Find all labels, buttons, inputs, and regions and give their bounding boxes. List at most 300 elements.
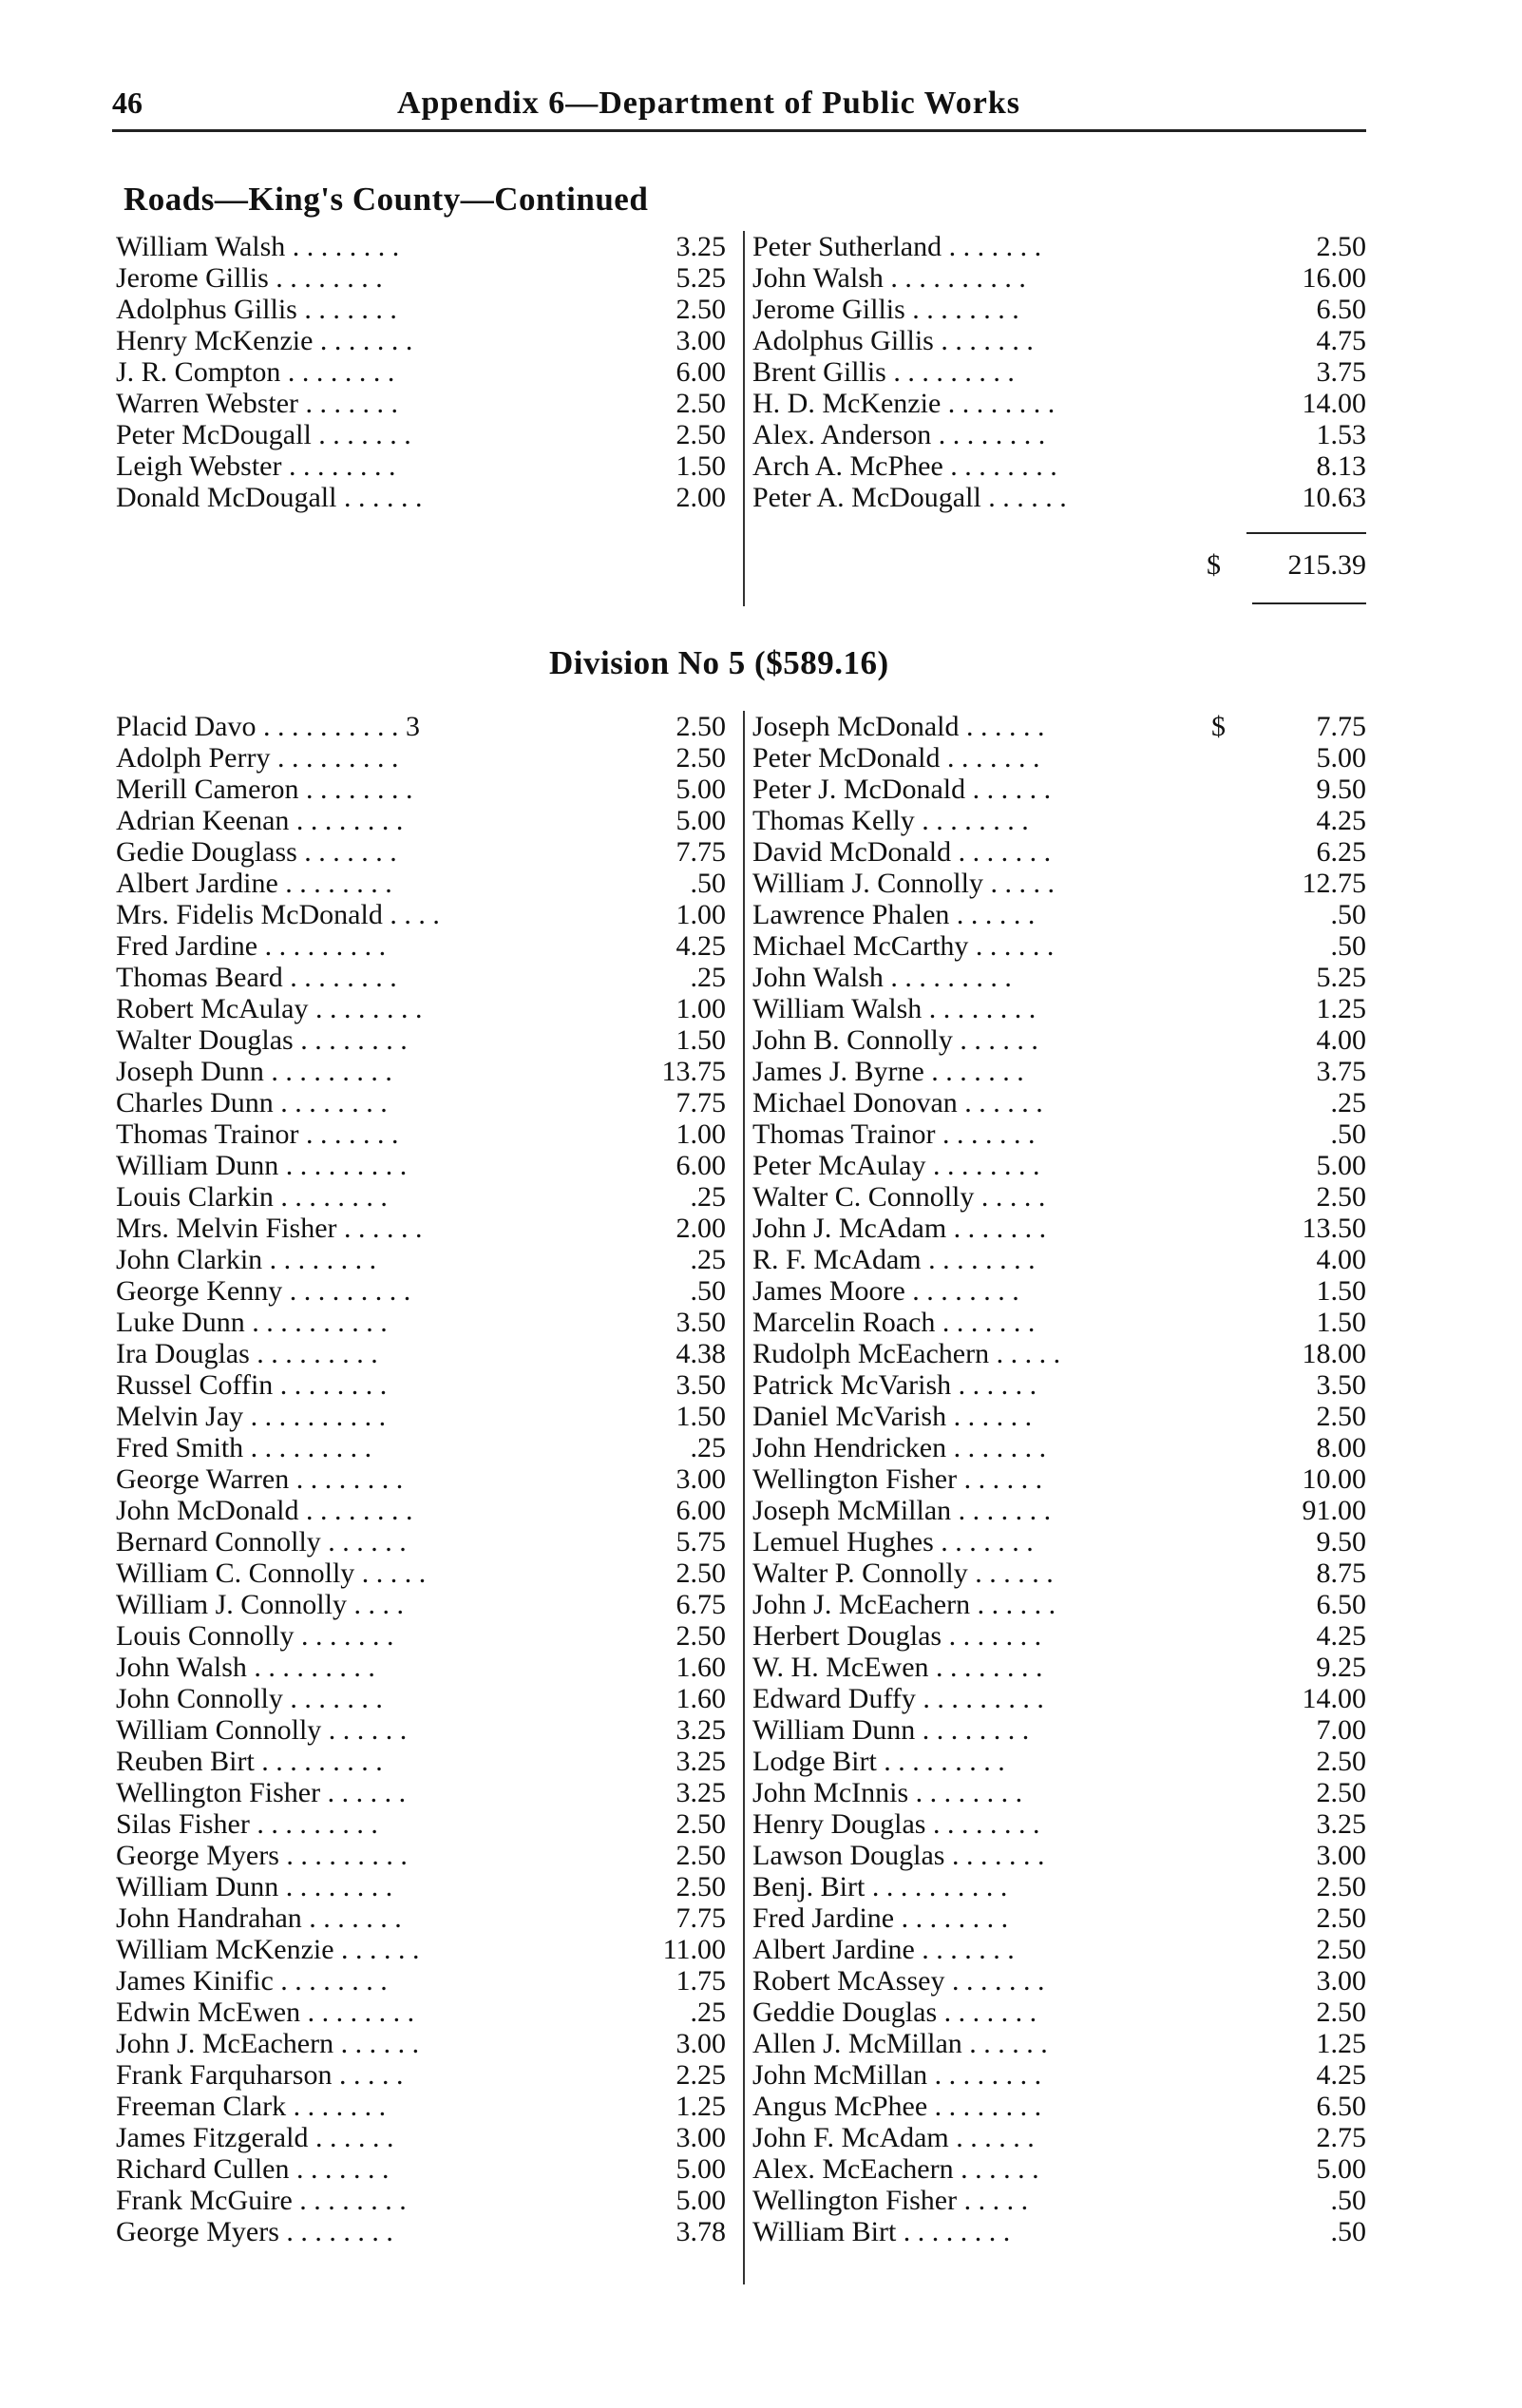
payment-amount: 2.25 — [675, 2059, 726, 2091]
payment-amount: 10.63 — [1302, 482, 1366, 513]
payment-amount: 1.50 — [675, 1024, 726, 1056]
ledger-row — [116, 1808, 752, 1840]
payee-name: Mrs. Fidelis McDonald . . . . — [116, 899, 440, 930]
ledger-row — [116, 1369, 752, 1401]
ledger-row — [752, 993, 1366, 1024]
payee-name: William Dunn . . . . . . . . — [752, 1714, 1030, 1746]
payment-amount: 7.00 — [1316, 1714, 1366, 1746]
payment-amount: 3.50 — [675, 1369, 726, 1401]
payment-amount: 8.13 — [1316, 450, 1366, 482]
payee-name: H. D. McKenzie . . . . . . . . — [752, 388, 1056, 419]
ledger-row — [752, 1307, 1366, 1338]
payment-amount: 1.50 — [1316, 1275, 1366, 1307]
payment-amount: 2.50 — [1316, 1934, 1366, 1965]
payee-name: Wellington Fisher . . . . . — [752, 2185, 1029, 2216]
ledger-row — [752, 1275, 1366, 1307]
ledger-row — [752, 1589, 1366, 1620]
payee-name: Frank Farquharson . . . . . — [116, 2059, 404, 2091]
section-heading: Roads—King's County—Continued — [124, 181, 649, 218]
payment-amount: 2.50 — [1316, 231, 1366, 262]
ledger-row — [752, 1902, 1366, 1934]
payment-amount: 3.25 — [675, 1746, 726, 1777]
payee-name: Joseph McDonald . . . . . . — [752, 711, 1045, 742]
division-heading: Division No 5 ($589.16) — [549, 644, 889, 681]
ledger-row — [116, 294, 752, 325]
ledger-row — [116, 868, 752, 899]
payee-name: Robert McAssey . . . . . . . — [752, 1965, 1045, 1997]
payment-amount: 5.00 — [1316, 2153, 1366, 2185]
payment-amount: 2.50 — [1316, 1181, 1366, 1213]
payment-amount: 6.25 — [1316, 836, 1366, 868]
payee-name: William McKenzie . . . . . . — [116, 1934, 420, 1965]
ledger-row — [116, 1683, 752, 1714]
ledger-row — [116, 262, 752, 294]
payment-amount: 1.00 — [675, 1118, 726, 1150]
payment-amount: 6.50 — [1316, 1589, 1366, 1620]
ledger-row — [116, 1997, 752, 2028]
payee-name: George Myers . . . . . . . . . — [116, 1840, 408, 1871]
total-rule — [1246, 532, 1366, 534]
payee-name: John Connolly . . . . . . . — [116, 1683, 383, 1714]
ledger-row — [752, 962, 1366, 993]
continued-total — [1207, 549, 1366, 581]
ledger-row — [116, 419, 752, 450]
payment-amount: 3.25 — [675, 1714, 726, 1746]
payee-name: James J. Byrne . . . . . . . — [752, 1056, 1024, 1087]
payment-amount: 3.75 — [1316, 356, 1366, 388]
payment-amount: 3.25 — [675, 231, 726, 262]
ledger-row — [116, 1934, 752, 1965]
payment-amount: 1.53 — [1316, 419, 1366, 450]
payment-amount: 2.50 — [1316, 1401, 1366, 1432]
payment-amount: .50 — [1330, 1118, 1366, 1150]
ledger-row — [752, 1432, 1366, 1463]
payee-name: Wellington Fisher . . . . . . — [752, 1463, 1043, 1495]
ledger-row — [116, 1307, 752, 1338]
ledger-row — [116, 388, 752, 419]
payee-name: Melvin Jay . . . . . . . . . . — [116, 1401, 387, 1432]
ledger-row — [752, 2028, 1366, 2059]
ledger-row — [752, 2122, 1366, 2153]
payee-name: Michael Donovan . . . . . . — [752, 1087, 1043, 1118]
payment-amount: 7.75 — [675, 836, 726, 868]
payment-amount: 8.00 — [1316, 1432, 1366, 1463]
payment-amount: .25 — [690, 962, 726, 993]
payee-name: William J. Connolly . . . . — [116, 1589, 404, 1620]
payment-amount: 3.25 — [675, 1777, 726, 1808]
ledger-row — [116, 1118, 752, 1150]
ledger-row — [752, 1997, 1366, 2028]
payment-amount: 16.00 — [1302, 262, 1366, 294]
payee-name: James Kinific . . . . . . . . — [116, 1965, 388, 1997]
payee-name: William Birt . . . . . . . . — [752, 2216, 1011, 2247]
ledger-row — [116, 1150, 752, 1181]
payee-name: John J. McAdam . . . . . . . — [752, 1213, 1047, 1244]
payee-name: Peter McAulay . . . . . . . . — [752, 1150, 1040, 1181]
payee-name: Peter Sutherland . . . . . . . — [752, 231, 1042, 262]
payment-amount: 3.75 — [1316, 1056, 1366, 1087]
payee-name: Adolphus Gillis . . . . . . . — [116, 294, 397, 325]
total-amount: 215.39 — [1287, 549, 1366, 581]
ledger-row — [116, 836, 752, 868]
payee-name: Geddie Douglas . . . . . . . — [752, 1997, 1037, 2028]
division-right-column — [752, 711, 1366, 2247]
ledger-row — [116, 930, 752, 962]
ledger-row — [752, 836, 1366, 868]
ledger-row — [752, 1244, 1366, 1275]
payment-amount: 18.00 — [1302, 1338, 1366, 1369]
payment-amount: 2.50 — [675, 1840, 726, 1871]
payee-name: James Moore . . . . . . . . — [752, 1275, 1019, 1307]
payee-name: Benj. Birt . . . . . . . . . . — [752, 1871, 1008, 1902]
payment-amount: 2.50 — [675, 294, 726, 325]
ledger-row — [752, 1871, 1366, 1902]
payee-name: William J. Connolly . . . . . — [752, 868, 1055, 899]
ledger-row — [752, 388, 1366, 419]
ledger-row — [752, 1495, 1366, 1526]
payment-amount: 4.75 — [1316, 325, 1366, 356]
payment-amount: 3.50 — [1316, 1369, 1366, 1401]
payee-name: John Handrahan . . . . . . . — [116, 1902, 402, 1934]
ledger-row — [752, 356, 1366, 388]
ledger-row — [116, 2122, 752, 2153]
payment-amount: 2.00 — [675, 1213, 726, 1244]
payment-amount: 2.50 — [675, 419, 726, 450]
payment-amount: 8.75 — [1316, 1558, 1366, 1589]
ledger-row — [752, 1652, 1366, 1683]
payee-name: George Myers . . . . . . . . — [116, 2216, 393, 2247]
payment-amount: 6.00 — [675, 356, 726, 388]
ledger-row — [752, 1338, 1366, 1369]
payment-amount: 2.50 — [1316, 1902, 1366, 1934]
total-underline — [1252, 602, 1366, 604]
payment-amount: 3.00 — [1316, 1840, 1366, 1871]
ledger-row — [752, 1620, 1366, 1652]
ledger-row — [752, 1463, 1366, 1495]
payment-amount: 1.50 — [675, 450, 726, 482]
payment-amount: 12.75 — [1302, 868, 1366, 899]
payee-name: Freeman Clark . . . . . . . — [116, 2091, 387, 2122]
payment-amount: 1.00 — [675, 899, 726, 930]
payment-amount: 7.75 — [675, 1087, 726, 1118]
ledger-row — [752, 1181, 1366, 1213]
payee-name: George Warren . . . . . . . . — [116, 1463, 404, 1495]
ledger-row — [752, 1840, 1366, 1871]
payment-amount: 4.25 — [1316, 805, 1366, 836]
payment-amount: 13.50 — [1302, 1213, 1366, 1244]
payment-amount: 14.00 — [1302, 388, 1366, 419]
payment-amount: .50 — [1330, 899, 1366, 930]
payee-name: John J. McEachern . . . . . . — [752, 1589, 1056, 1620]
ledger-row — [116, 1275, 752, 1307]
ledger-row — [752, 930, 1366, 962]
payment-amount: 1.25 — [1316, 2028, 1366, 2059]
ledger-row — [116, 1965, 752, 1997]
payment-amount: 2.50 — [675, 1808, 726, 1840]
payee-name: Herbert Douglas . . . . . . . — [752, 1620, 1042, 1652]
payee-name: James Fitzgerald . . . . . . — [116, 2122, 394, 2153]
ledger-row — [752, 1369, 1366, 1401]
ledger-row — [116, 2028, 752, 2059]
payment-amount: 3.00 — [675, 2028, 726, 2059]
payment-amount: 91.00 — [1302, 1495, 1366, 1526]
payee-name: Daniel McVarish . . . . . . — [752, 1401, 1033, 1432]
ledger-row — [752, 2185, 1366, 2216]
ledger-row — [752, 482, 1366, 513]
ledger-row — [116, 1902, 752, 1934]
payee-name: Donald McDougall . . . . . . — [116, 482, 423, 513]
payment-amount: 4.25 — [1316, 2059, 1366, 2091]
payment-amount: 5.75 — [675, 1526, 726, 1558]
ledger-row — [116, 1432, 752, 1463]
payee-name: Albert Jardine . . . . . . . . — [116, 868, 392, 899]
payment-amount: 3.00 — [1316, 1965, 1366, 1997]
ledger-row — [116, 962, 752, 993]
payee-name: Henry Douglas . . . . . . . . — [752, 1808, 1040, 1840]
ledger-row — [752, 325, 1366, 356]
payee-name: Russel Coffin . . . . . . . . — [116, 1369, 388, 1401]
payee-name: Fred Jardine . . . . . . . . . — [116, 930, 387, 962]
payee-name: Joseph McMillan . . . . . . . — [752, 1495, 1052, 1526]
payment-amount: 3.25 — [1316, 1808, 1366, 1840]
payee-name: Lemuel Hughes . . . . . . . — [752, 1526, 1034, 1558]
ledger-row — [116, 1181, 752, 1213]
payee-name: John Clarkin . . . . . . . . — [116, 1244, 377, 1275]
payee-name: Edward Duffy . . . . . . . . . — [752, 1683, 1044, 1714]
payee-name: William Walsh . . . . . . . . — [116, 231, 400, 262]
payee-name: J. R. Compton . . . . . . . . — [116, 356, 395, 388]
payment-amount: 1.25 — [1316, 993, 1366, 1024]
ledger-row — [752, 294, 1366, 325]
ledger-row — [116, 1558, 752, 1589]
payee-name: Placid Davo . . . . . . . . . . 3 — [116, 711, 420, 742]
payee-name: Alex. Anderson . . . . . . . . — [752, 419, 1046, 450]
payment-amount: 4.00 — [1316, 1244, 1366, 1275]
payment-amount: 2.50 — [675, 1620, 726, 1652]
ledger-row — [752, 1934, 1366, 1965]
payment-amount: 4.25 — [675, 930, 726, 962]
ledger-row — [752, 805, 1366, 836]
ledger-row — [752, 1118, 1366, 1150]
payment-amount: .25 — [690, 1432, 726, 1463]
payee-name: Allen J. McMillan . . . . . . — [752, 2028, 1048, 2059]
ledger-row — [752, 899, 1366, 930]
payment-amount: 2.50 — [1316, 1871, 1366, 1902]
payee-name: Leigh Webster . . . . . . . . — [116, 450, 396, 482]
currency-sign: $ — [1211, 711, 1226, 742]
payment-amount: 2.50 — [675, 1871, 726, 1902]
payment-amount: .25 — [690, 1244, 726, 1275]
ledger-row — [116, 356, 752, 388]
payee-name: Henry McKenzie . . . . . . . — [116, 325, 413, 356]
payee-name: John J. McEachern . . . . . . — [116, 2028, 420, 2059]
ledger-row — [116, 1244, 752, 1275]
payee-name: Lawrence Phalen . . . . . . — [752, 899, 1036, 930]
payee-name: Silas Fisher . . . . . . . . . — [116, 1808, 378, 1840]
payee-name: Louis Connolly . . . . . . . — [116, 1620, 394, 1652]
ledger-row — [752, 1808, 1366, 1840]
payee-name: John Walsh . . . . . . . . . . — [752, 262, 1026, 294]
payment-amount: 4.00 — [1316, 1024, 1366, 1056]
ledger-row — [116, 1526, 752, 1558]
payee-name: Jerome Gillis . . . . . . . . — [752, 294, 1019, 325]
ledger-row — [752, 1056, 1366, 1087]
ledger-row — [116, 1463, 752, 1495]
payee-name: Louis Clarkin . . . . . . . . — [116, 1181, 388, 1213]
payment-amount: 6.50 — [1316, 294, 1366, 325]
payee-name: Bernard Connolly . . . . . . — [116, 1526, 407, 1558]
ledger-row — [116, 1495, 752, 1526]
ledger-row — [116, 2091, 752, 2122]
payment-amount: 2.50 — [1316, 1746, 1366, 1777]
ledger-row — [752, 868, 1366, 899]
ledger-row — [752, 2153, 1366, 2185]
payment-amount: 7.75 — [675, 1902, 726, 1934]
payee-name: Jerome Gillis . . . . . . . . — [116, 262, 383, 294]
payee-name: William Walsh . . . . . . . . — [752, 993, 1037, 1024]
payee-name: David McDonald . . . . . . . — [752, 836, 1052, 868]
payment-amount: 13.75 — [661, 1056, 726, 1087]
payment-amount: 2.00 — [675, 482, 726, 513]
payee-name: William Dunn . . . . . . . . . — [116, 1150, 408, 1181]
continued-right-column — [752, 231, 1366, 513]
running-head — [112, 86, 1366, 132]
payment-amount: 5.25 — [675, 262, 726, 294]
ledger-row — [752, 742, 1366, 774]
ledger-row — [116, 1087, 752, 1118]
payee-name: John McInnis . . . . . . . . — [752, 1777, 1023, 1808]
payee-name: Arch A. McPhee . . . . . . . . — [752, 450, 1057, 482]
ledger-row — [752, 2216, 1366, 2247]
ledger-row — [752, 1683, 1366, 1714]
payment-amount: 1.60 — [675, 1652, 726, 1683]
payee-name: Thomas Trainor . . . . . . . — [116, 1118, 399, 1150]
payment-amount: 14.00 — [1302, 1683, 1366, 1714]
ledger-row — [116, 325, 752, 356]
payment-amount: .50 — [1330, 2185, 1366, 2216]
payee-name: John McMillan . . . . . . . . — [752, 2059, 1042, 2091]
ledger-row — [116, 482, 752, 513]
payee-name: Fred Smith . . . . . . . . . — [116, 1432, 372, 1463]
ledger-row — [116, 742, 752, 774]
payment-amount: 1.25 — [675, 2091, 726, 2122]
payee-name: John B. Connolly . . . . . . — [752, 1024, 1038, 1056]
ledger-row — [752, 419, 1366, 450]
payment-amount: 2.50 — [675, 742, 726, 774]
payee-name: Wellington Fisher . . . . . . — [116, 1777, 407, 1808]
running-title: Appendix 6—Department of Public Works — [397, 86, 1020, 121]
payee-name: George Kenny . . . . . . . . . — [116, 1275, 411, 1307]
ledger-row — [116, 1338, 752, 1369]
payee-name: Angus McPhee . . . . . . . . — [752, 2091, 1042, 2122]
ledger-row — [752, 1024, 1366, 1056]
payment-amount: 2.75 — [1316, 2122, 1366, 2153]
ledger-row — [116, 2153, 752, 2185]
payment-amount: 5.00 — [1316, 1150, 1366, 1181]
division-left-column — [116, 711, 752, 2247]
payment-amount: 1.60 — [675, 1683, 726, 1714]
ledger-row — [752, 231, 1366, 262]
payment-amount: .25 — [690, 1997, 726, 2028]
ledger-row — [116, 711, 752, 742]
total-currency: $ — [1207, 549, 1221, 581]
ledger-row — [116, 450, 752, 482]
payee-name: Michael McCarthy . . . . . . — [752, 930, 1055, 962]
payee-name: Adolphus Gillis . . . . . . . — [752, 325, 1034, 356]
payee-name: John Hendricken . . . . . . . — [752, 1432, 1047, 1463]
payee-name: John McDonald . . . . . . . . — [116, 1495, 413, 1526]
ledger-row — [752, 1401, 1366, 1432]
payee-name: Thomas Beard . . . . . . . . — [116, 962, 397, 993]
payment-amount: 5.25 — [1316, 962, 1366, 993]
payee-name: Ira Douglas . . . . . . . . . — [116, 1338, 378, 1369]
ledger-row — [116, 1213, 752, 1244]
ledger-row — [116, 993, 752, 1024]
payment-amount: 3.00 — [675, 1463, 726, 1495]
ledger-row — [116, 1589, 752, 1620]
payee-name: Reuben Birt . . . . . . . . . — [116, 1746, 383, 1777]
payee-name: Richard Cullen . . . . . . . — [116, 2153, 390, 2185]
payment-amount: 11.00 — [662, 1934, 726, 1965]
payment-amount: 5.00 — [675, 2153, 726, 2185]
ledger-row — [752, 1150, 1366, 1181]
payee-name: John F. McAdam . . . . . . — [752, 2122, 1035, 2153]
payment-amount: 2.50 — [675, 388, 726, 419]
payee-name: Walter C. Connolly . . . . . — [752, 1181, 1046, 1213]
ledger-row — [752, 1213, 1366, 1244]
payee-name: William C. Connolly . . . . . — [116, 1558, 427, 1589]
ledger-row — [116, 1777, 752, 1808]
payee-name: Peter McDonald . . . . . . . — [752, 742, 1040, 774]
payment-amount: 5.00 — [675, 805, 726, 836]
ledger-row — [752, 2059, 1366, 2091]
ledger-row — [752, 1714, 1366, 1746]
payment-amount: 9.50 — [1316, 1526, 1366, 1558]
payee-name: Lawson Douglas . . . . . . . — [752, 1840, 1045, 1871]
payee-name: John Walsh . . . . . . . . . — [116, 1652, 375, 1683]
payee-name: Mrs. Melvin Fisher . . . . . . — [116, 1213, 423, 1244]
payment-amount: .50 — [1330, 930, 1366, 962]
payment-amount: 3.78 — [675, 2216, 726, 2247]
ledger-row — [116, 1620, 752, 1652]
page-number: 46 — [112, 86, 143, 120]
payee-name: Gedie Douglass . . . . . . . — [116, 836, 397, 868]
payment-amount: .50 — [690, 1275, 726, 1307]
payment-amount: 2.50 — [1316, 1997, 1366, 2028]
ledger-row — [752, 2091, 1366, 2122]
ledger-row — [116, 2216, 752, 2247]
payee-name: Adolph Perry . . . . . . . . . — [116, 742, 399, 774]
ledger-row — [752, 1087, 1366, 1118]
payment-amount: 6.75 — [675, 1589, 726, 1620]
payee-name: Alex. McEachern . . . . . . — [752, 2153, 1039, 2185]
payment-amount: 1.00 — [675, 993, 726, 1024]
payee-name: Albert Jardine . . . . . . . — [752, 1934, 1015, 1965]
payee-name: Fred Jardine . . . . . . . . — [752, 1902, 1009, 1934]
payment-amount: 1.50 — [675, 1401, 726, 1432]
payment-amount: 9.25 — [1316, 1652, 1366, 1683]
payment-amount: 9.50 — [1316, 774, 1366, 805]
payee-name: Walter Douglas . . . . . . . . — [116, 1024, 408, 1056]
payment-amount: 6.50 — [1316, 2091, 1366, 2122]
payment-amount: 5.00 — [1316, 742, 1366, 774]
payment-amount: .50 — [690, 868, 726, 899]
continued-left-column — [116, 231, 752, 513]
ledger-row — [752, 1965, 1366, 1997]
payment-amount: 5.00 — [675, 2185, 726, 2216]
payment-amount: 6.00 — [675, 1150, 726, 1181]
payee-name: Luke Dunn . . . . . . . . . . — [116, 1307, 388, 1338]
